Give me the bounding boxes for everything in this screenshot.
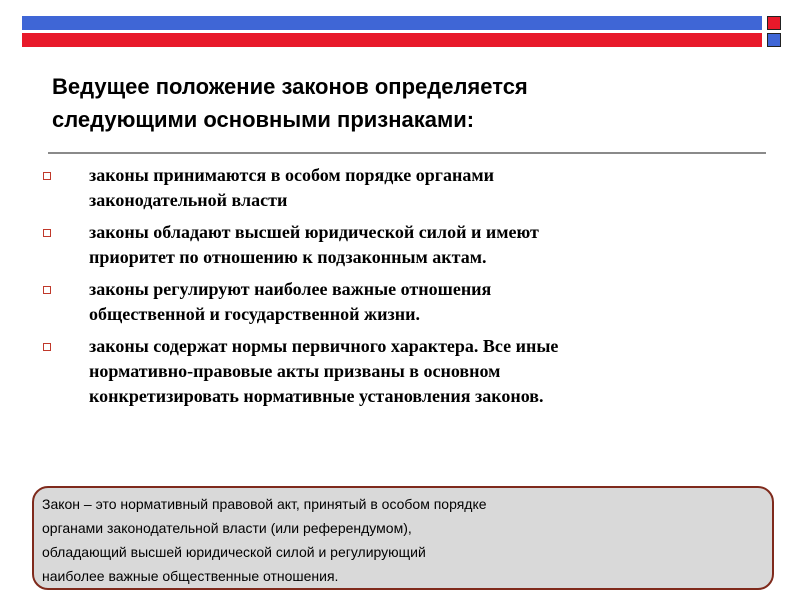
definition-line: обладающий высшей юридической силой и регулирующий (42, 544, 426, 560)
bullet-text-line: конкретизировать нормативные установления законов. (89, 386, 544, 406)
header-blue-bar (22, 16, 762, 30)
bullet-text-line: приоритет по отношению к подзаконным актам. (89, 247, 487, 267)
bullet-text-line: законодательной власти (89, 190, 288, 210)
bullet-text-line: законы обладают высшей юридической силой и имеют (89, 222, 539, 242)
slide-title (52, 70, 752, 136)
definition-box (32, 486, 774, 590)
red-square-icon (767, 16, 781, 30)
blue-square-icon (767, 33, 781, 47)
hollow-square-icon (43, 172, 51, 180)
title-line: следующими основными признаками: (52, 107, 475, 132)
hollow-square-icon (43, 343, 51, 351)
header-red-bar (22, 33, 762, 47)
definition-line: Закон – это нормативный правовой акт, принятый в особом порядке (42, 496, 487, 512)
bullet-item (40, 334, 760, 409)
bullet-text-line: законы регулируют наиболее важные отношения (89, 279, 492, 299)
bullet-text-line: нормативно-правовые акты призваны в основном (89, 361, 501, 381)
bullet-item (40, 163, 760, 213)
bullet-text-line: общественной и государственной жизни. (89, 304, 420, 324)
hollow-square-icon (43, 286, 51, 294)
bullet-text-line: законы содержат нормы первичного характера. Все иные (89, 336, 559, 356)
definition-line: наиболее важные общественные отношения. (42, 568, 339, 584)
bullet-item (40, 220, 760, 270)
title-divider (48, 152, 766, 154)
bullet-item (40, 277, 760, 327)
title-line: Ведущее положение законов определяется (52, 74, 528, 99)
definition-line: органами законодательной власти (или референдумом), (42, 520, 412, 536)
bullet-text-line: законы принимаются в особом порядке органами (89, 165, 494, 185)
bullet-list (40, 163, 760, 416)
hollow-square-icon (43, 229, 51, 237)
